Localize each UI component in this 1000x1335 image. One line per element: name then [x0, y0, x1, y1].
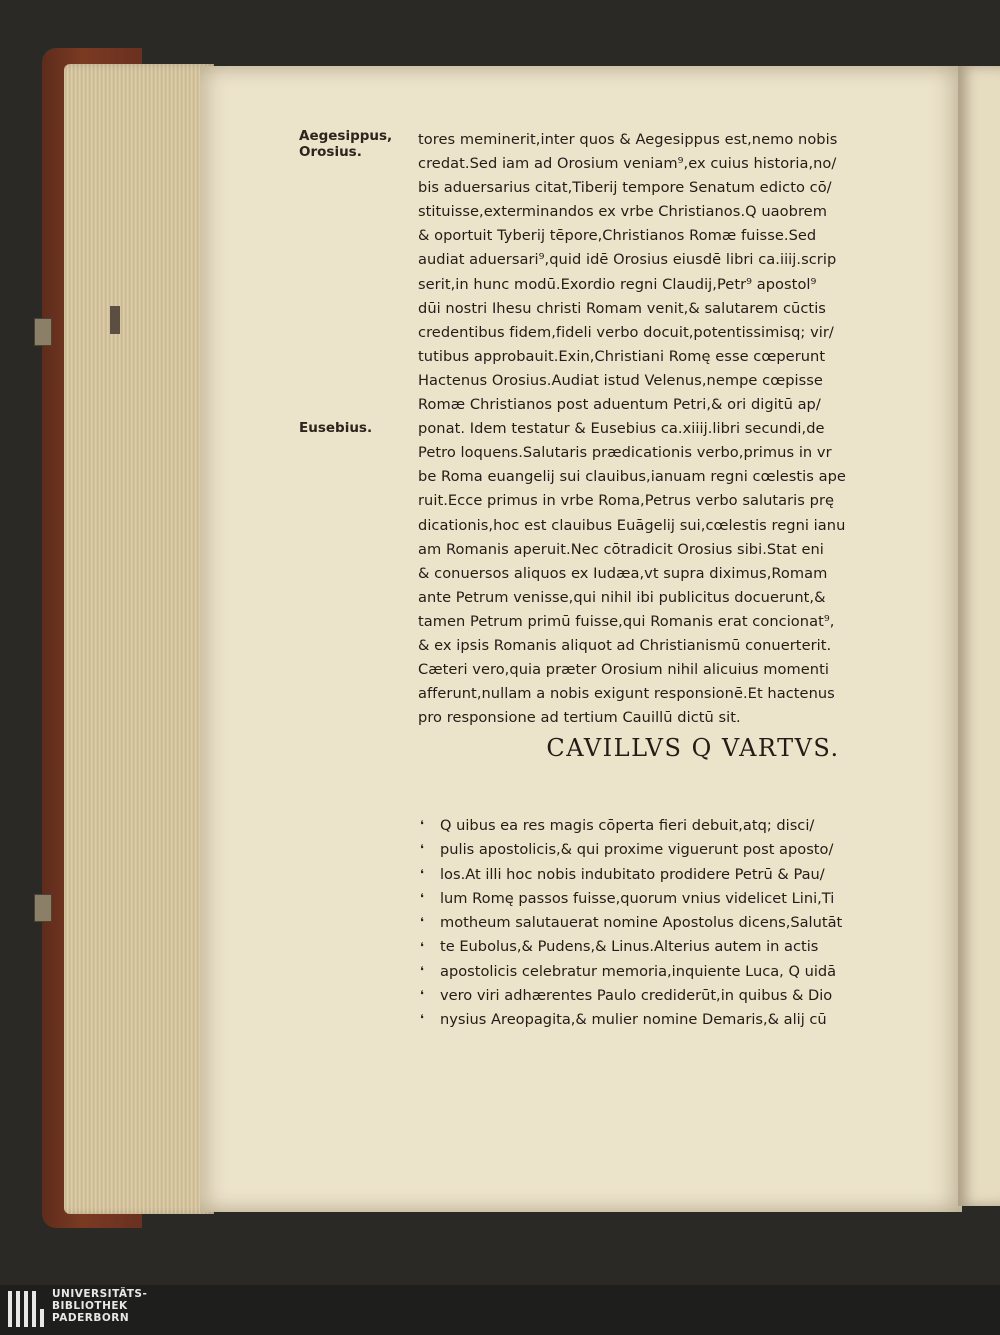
- text-line: Romæ Christianos post aduentum Petri,& ori digitū ap/: [418, 396, 821, 414]
- chapter-heading: CAVILLVS Q VARTVS.: [546, 734, 840, 762]
- quote-mark: ❛: [420, 890, 424, 905]
- logo-line-3: PADERBORN: [52, 1312, 130, 1324]
- text-line: tores meminerit,inter quos & Aegesippus est,nemo nobis: [418, 131, 838, 148]
- text-line: dūi nostri Ihesu christi Romam venit,& salutarem cūctis: [418, 299, 826, 317]
- text-line: pro responsione ad tertium Cauillū dictū sit.: [418, 709, 741, 727]
- quote-mark: ❛: [420, 963, 424, 978]
- quote-mark: ❛: [420, 939, 424, 954]
- text-line: credat.Sed iam ad Orosium veniam⁹,ex cuius historia,no/: [418, 155, 837, 173]
- right-page-edge: [958, 66, 1000, 1206]
- clasp-top: [34, 318, 52, 346]
- text-line: tutibus approbauit.Exin,Christiani Romę esse cœperunt: [418, 347, 826, 365]
- text-line: & ex ipsis Romanis aliquot ad Christianismū conuerterit.: [418, 636, 832, 654]
- text-line: te Eubolus,& Pudens,& Linus.Alterius autem in actis: [440, 938, 819, 956]
- text-line: nysius Areopagita,& mulier nomine Demaris,& alij cū: [440, 1011, 827, 1029]
- text-line: Q uibus ea res magis cōperta fieri debuit,atq; disci/: [440, 817, 815, 834]
- bookmark-tab: [110, 306, 120, 334]
- text-line: pulis apostolicis,& qui proxime viguerunt post aposto/: [440, 841, 834, 859]
- text-line: lum Romę passos fuisse,quorum vnius videlicet Lini,Ti: [440, 889, 835, 907]
- quote-mark: ❛: [420, 818, 424, 832]
- clasp-bottom: [34, 894, 52, 922]
- library-logo-icon: [6, 1289, 46, 1329]
- text-line: dicationis,hoc est clauibus Euāgelij sui,cœlestis regni ianu: [418, 516, 846, 534]
- text-line: ponat. Idem testatur & Eusebius ca.xiiij.libri secundi,de: [418, 420, 825, 438]
- footer-bar: [0, 1285, 1000, 1335]
- page-edges: [64, 64, 214, 1214]
- library-logo-text: [52, 1288, 147, 1324]
- text-line: stituisse,exterminandos ex vrbe Christianos.Q uaobrem: [418, 203, 827, 221]
- text-line: Hactenus Orosius.Audiat istud Velenus,nempe cœpisse: [418, 371, 823, 389]
- text-line: ante Petrum venisse,qui nihil ibi publicitus docuerunt,&: [418, 588, 826, 606]
- text-line: & conuersos aliquos ex Iudæa,vt supra diximus,Romam: [418, 564, 828, 582]
- text-line: tamen Petrum primū fuisse,qui Romanis erat concionat⁹,: [418, 612, 835, 630]
- text-line: motheum salutauerat nomine Apostolus dicens,Salutāt: [440, 914, 843, 932]
- text-line: afferunt,nullam a nobis exigunt responsionē.Et hactenus: [418, 685, 835, 703]
- margin-note-eusebius: Eusebius.: [299, 420, 373, 436]
- text-line: Petro loquens.Salutaris prædicationis verbo,primus in vr: [418, 444, 832, 462]
- text-line: be Roma euangelij sui clauibus,ianuam regni cœlestis ape: [418, 468, 846, 486]
- text-line: & oportuit Tyberij tēpore,Christianos Romæ fuisse.Sed: [418, 227, 817, 245]
- quote-mark: ❛: [420, 1012, 424, 1027]
- text-line: bis aduersarius citat,Tiberij tempore Senatum edicto cō/: [418, 179, 832, 197]
- main-text: [418, 128, 958, 730]
- text-line: audiat aduersari⁹,quid idē Orosius eiusdē libri ca.iiij.scrip: [418, 251, 837, 269]
- text-line: am Romanis aperuit.Nec cōtradicit Orosius sibi.Stat eni: [418, 540, 824, 558]
- logo-line-1: UNIVERSITÄTS-: [52, 1288, 148, 1300]
- quote-mark: ❛: [420, 915, 424, 930]
- margin-note-aegesippus: Aegesippus, Orosius.: [299, 128, 393, 160]
- text-line: credentibus fidem,fideli verbo docuit,potentissimisq; vir/: [418, 323, 834, 341]
- text-line: serit,in hunc modū.Exordio regni Claudij,Petr⁹ apostol⁹: [418, 275, 817, 293]
- chapter-text: [440, 814, 960, 1033]
- quote-mark: ❛: [420, 866, 424, 881]
- text-line: Cæteri vero,quia præter Orosium nihil alicuius momenti: [418, 661, 829, 679]
- text-line: los.At illi hoc nobis indubitato prodidere Petrū & Pau/: [440, 865, 825, 883]
- logo-line-2: BIBLIOTHEK: [52, 1300, 128, 1312]
- text-line: vero viri adhærentes Paulo crediderūt,in quibus & Dio: [440, 987, 833, 1005]
- text-line: ruit.Ecce primus in vrbe Roma,Petrus verbo salutaris prę: [418, 492, 835, 510]
- text-line: apostolicis celebratur memoria,inquiente Luca, Q uidā: [440, 962, 837, 980]
- quote-mark: ❛: [420, 988, 424, 1003]
- quote-mark: ❛: [420, 842, 424, 857]
